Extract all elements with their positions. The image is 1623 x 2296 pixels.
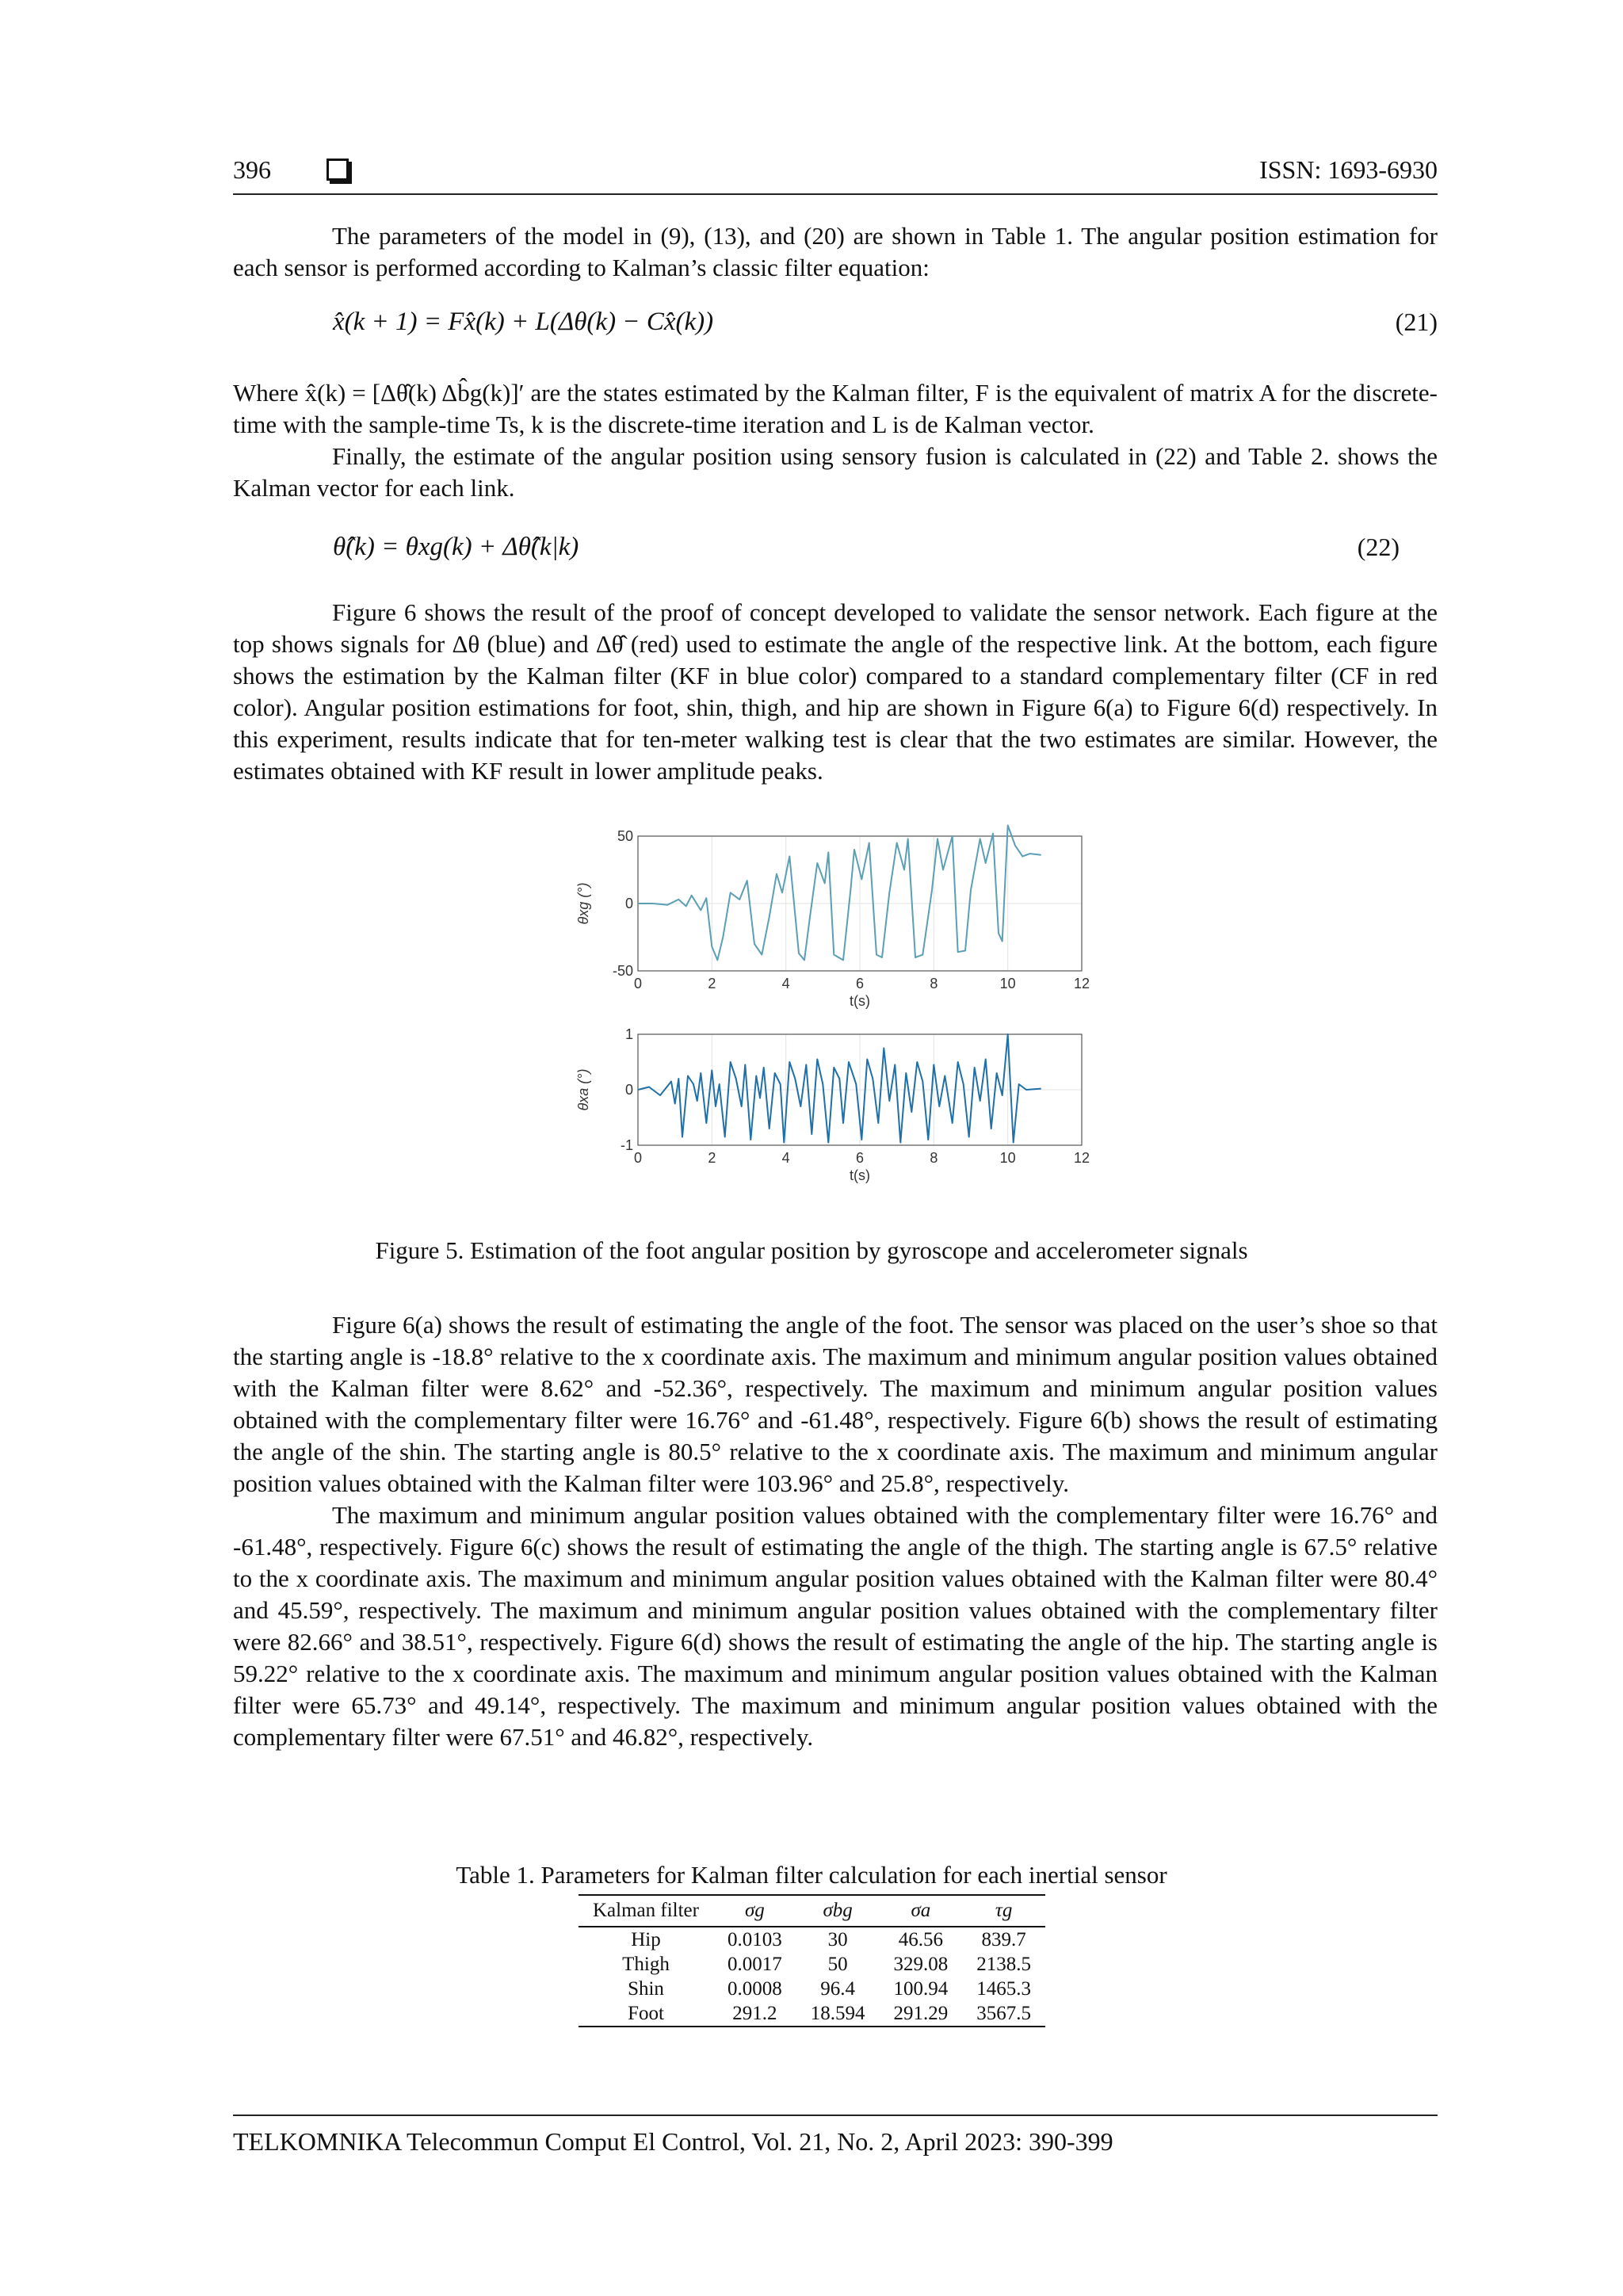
table-cell: 18.594 xyxy=(796,2001,880,2027)
paragraph-3-text: Finally, the estimate of the angular position using sensory fusion is calculated in (22) and Table 2. shows the Kalman vector for each link. xyxy=(233,442,1438,502)
x-tick-label: 8 xyxy=(930,1150,938,1166)
y-axis-label: θxa (°) xyxy=(575,1068,591,1111)
figure-5-plots xyxy=(571,820,1094,1217)
page-footer: TELKOMNIKA Telecommun Comput El Control, Vol. 21, No. 2, April 2023: 390-399 xyxy=(233,2115,1438,2157)
paragraph-6-text: The maximum and minimum angular position values obtained with the complementary filter were 16.76° and -61.48°, respectively. Figure 6(c) shows the result of estimating the angle of the thigh. The starting angle is 67.5° relative to the x coordinate axis. The maximum and minimum angular position values obtained with the Kalman filter were 80.4° and 45.59°, respectively. The maximum and minimum angular position values obtained with the complementary filter were 82.66° and 38.51°, respectively. Figure 6(d) shows the result of estimating the angle of the hip. The starting angle is 59.22° relative to the x coordinate axis. The maximum and minimum angular position values obtained with the Kalman filter were 65.73° and 49.14°, respectively. The maximum and minimum angular position values obtained with the complementary filter were 67.51° and 46.82°, respectively. xyxy=(233,1501,1438,1751)
x-tick-label: 6 xyxy=(855,1150,865,1166)
table-cell: 291.29 xyxy=(879,2001,962,2027)
table-cell: Hip xyxy=(631,1928,661,1950)
x-tick-label: 2 xyxy=(708,976,716,991)
table-row xyxy=(579,2001,1045,2027)
table-row xyxy=(579,1977,1045,2001)
paragraph-1 xyxy=(233,220,1438,284)
table-cell: 96.4 xyxy=(820,1977,855,2000)
table-cell: 3567.5 xyxy=(962,2001,1045,2027)
table-cell: 46.56 xyxy=(898,1928,943,1950)
table-cell: 2138.5 xyxy=(976,1953,1031,1975)
equation-22-formula: θ̂(k) = θxg(k) + Δθ̂(k|k) xyxy=(333,533,579,561)
x-tick-label: 10 xyxy=(999,1150,1016,1166)
table-cell: 30 xyxy=(827,1928,848,1950)
y-tick-label: -50 xyxy=(612,963,633,979)
square-bullet-icon xyxy=(327,159,349,181)
paragraph-2 xyxy=(233,377,1438,504)
figure-5 xyxy=(571,820,1094,1221)
equation-21-number: (21) xyxy=(1395,308,1438,336)
x-tick-label: 4 xyxy=(781,1150,790,1166)
x-axis-label: t(s) xyxy=(850,993,870,1009)
issn: ISSN: 1693-6930 xyxy=(1259,155,1438,184)
table-cell: 0.0008 xyxy=(727,1977,782,2000)
table-header-cell: σg xyxy=(713,1895,796,1927)
equation-21-formula: x̂(k + 1) = Fx̂(k) + L(Δθ(k) − Cx̂(k)) xyxy=(333,308,714,336)
table-cell: 100.94 xyxy=(893,1977,949,2000)
table-header-cell: Kalman filter xyxy=(579,1895,713,1927)
kalman-parameters-table xyxy=(579,1894,1045,2027)
y-tick-label: -1 xyxy=(620,1137,633,1153)
paragraph-5-text: Figure 6(a) shows the result of estimating the angle of the foot. The sensor was placed on the user’s shoe so that the starting angle is -18.8° relative to the x coordinate axis. The maximum and minimum angular position values obtained with the Kalman filter were 8.62° and -52.36°, respectively. The maximum and minimum angular position values obtained with the complementary filter were 16.76° and -61.48°, respectively. Figure 6(b) shows the result of estimating the angle of the shin. The starting angle is 80.5° relative to the x coordinate axis. The maximum and minimum angular position values obtained with the Kalman filter were 103.96° and 25.8°, respectively. xyxy=(233,1311,1438,1497)
paragraph-1-text: The parameters of the model in (9), (13), and (20) are shown in Table 1. The angular position estimation for each sensor is performed according to Kalman’s classic filter equation: xyxy=(233,222,1438,281)
gyroscope-plot xyxy=(575,825,1090,1009)
page-header xyxy=(233,155,1438,195)
accelerometer-plot xyxy=(575,1026,1090,1183)
table-cell: 291.2 xyxy=(713,2001,796,2027)
equation-21 xyxy=(233,308,1438,347)
x-tick-label: 8 xyxy=(930,976,938,991)
paragraph-4-text: Figure 6 shows the result of the proof of concept developed to validate the sensor network. Each figure at the top shows signals for Δθ (blue) and Δθ̂ (red) used to estimate the angle of the respective link. At the bottom, each figure shows the estimation by the Kalman filter (KF in blue color) compared to a standard complementary filter (CF in red color). Angular position estimations for foot, shin, thigh, and hip are shown in Figure 6(a) to Figure 6(d) respectively. In this experiment, results indicate that for ten-meter walking test is clear that the two estimates are similar. However, the estimates obtained with KF result in lower amplitude peaks. xyxy=(233,598,1438,785)
x-tick-label: 4 xyxy=(781,976,790,991)
y-tick-label: 0 xyxy=(624,896,633,911)
table-cell: Thigh xyxy=(622,1953,670,1975)
page-number: 396 xyxy=(233,155,271,184)
table-cell: 839.7 xyxy=(981,1928,1026,1950)
y-axis-label: θxg (°) xyxy=(575,882,591,925)
paragraph-2-text: Where x̂(k) = [Δθ̂(k) Δb̂g(k)]′ are the states estimated by the Kalman filter, F is the equivalent of matrix A for the discrete-time with the sample-time Ts, k is the discrete-time iteration and L is de Kalman vector. xyxy=(233,379,1438,438)
table-row xyxy=(579,1952,1045,1977)
table-cell: 0.0017 xyxy=(727,1953,782,1975)
table-header-row xyxy=(579,1895,1045,1927)
y-tick-label: 1 xyxy=(624,1026,633,1042)
table-cell: 50 xyxy=(827,1953,848,1975)
y-tick-label: 50 xyxy=(617,828,633,844)
x-tick-label: 10 xyxy=(999,976,1016,991)
equation-22 xyxy=(233,533,1438,572)
y-tick-label: 0 xyxy=(624,1082,633,1098)
x-tick-label: 0 xyxy=(633,1150,643,1166)
table-header-cell: τg xyxy=(962,1895,1045,1927)
x-axis-label: t(s) xyxy=(850,1167,870,1183)
paragraph-5 xyxy=(233,1309,1438,1753)
table-header-cell: σa xyxy=(879,1895,962,1927)
table-cell: Foot xyxy=(579,2001,713,2027)
table-cell: 329.08 xyxy=(893,1953,949,1975)
table-row xyxy=(579,1927,1045,1952)
figure-caption: Figure 5. Estimation of the foot angular position by gyroscope and accelerometer signals xyxy=(375,1236,1248,1264)
table-cell: 1465.3 xyxy=(976,1977,1031,2000)
x-tick-label: 0 xyxy=(633,976,643,991)
x-tick-label: 2 xyxy=(708,1150,716,1166)
x-tick-label: 6 xyxy=(855,976,865,991)
paragraph-4 xyxy=(233,597,1438,787)
table-cell: Shin xyxy=(628,1977,664,2000)
equation-22-number: (22) xyxy=(1357,533,1400,561)
table-caption: Table 1. Parameters for Kalman filter calculation for each inertial sensor xyxy=(456,1861,1167,1889)
table-header-cell: σbg xyxy=(796,1895,880,1927)
x-tick-label: 12 xyxy=(1073,1150,1090,1166)
x-tick-label: 12 xyxy=(1073,976,1090,991)
table-cell: 0.0103 xyxy=(727,1928,782,1950)
